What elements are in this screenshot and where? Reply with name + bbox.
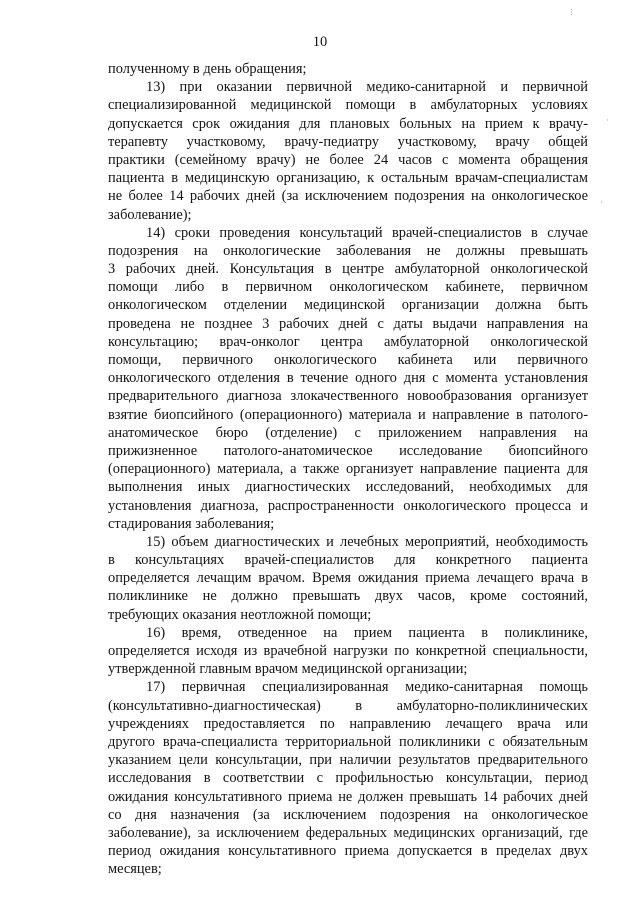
text-line: определяется исходя из врачебной нагрузки по конкретной специальности, (108, 643, 588, 659)
text-line: поликлинике не должно превышать двух часов, кроме состояний, (108, 588, 588, 605)
text-line: в консультациях врачей-специалистов для конкретного пациента (108, 552, 588, 569)
text-line: 15) объем диагностических и лечебных мероприятий, необходимость (146, 533, 588, 550)
text-line: 3 рабочих дней. Консультация в центре амбулаторной онкологической (108, 261, 588, 278)
text-line: не более 14 рабочих дней (за исключением подозрения на онкологическое (108, 188, 588, 205)
text-line: указанием цели консультации, при наличии результатов предварительного (108, 752, 588, 769)
scan-artifact-side: · (606, 115, 609, 125)
text-line: учреждениях предоставляется по направлению лечащего врача или (108, 715, 588, 732)
scan-artifact-middle: · (600, 197, 603, 207)
text-line: ожидания консультативного приема не должен превышать 14 рабочих дней (108, 788, 588, 805)
text-line: предварительного диагноза злокачественного новообразования организует (108, 388, 588, 405)
text-line: со дня назначения (за исключением подозрения на онкологическое (108, 806, 588, 823)
text-line: допускается срок ожидания для плановых больных на прием к врачу- (108, 115, 588, 132)
text-line: выполнения иных диагностических исследований, необходимых для (108, 479, 588, 496)
text-line: помощи, первичного онкологического кабинета или первичного (108, 352, 588, 368)
text-line: пациента в медицинскую организацию, к остальным врачам-специалистам (108, 170, 588, 187)
text-line: онкологического отделения в течение одного дня с момента установления (108, 370, 588, 387)
text-line: полученному в день обращения; (108, 61, 307, 77)
text-line: утвержденной главным врачом медицинской организации; (108, 661, 468, 678)
text-line: 14) сроки проведения консультаций врачей-специалистов в случае (146, 224, 588, 241)
text-line: проведена не позднее 3 рабочих дней с даты выдачи направления на (108, 315, 588, 332)
text-line: помощи либо в первичном онкологическом кабинете, первичном (108, 279, 588, 296)
text-line: 13) при оказании первичной медико-санитарной и первичной (146, 79, 588, 96)
text-line: требующих оказания неотложной помощи; (108, 606, 372, 623)
text-line: прижизненное патолого-анатомическое исследование биопсийного (108, 442, 588, 459)
text-line: подозрения на онкологические заболевания не должны превышать (108, 242, 588, 259)
text-line: установления диагноза, распространенности онкологического процесса и (108, 497, 588, 514)
document-body (108, 60, 588, 878)
text-line: (консультативно-диагностическая) в амбулаторно-поликлинических (108, 697, 588, 714)
scan-artifact-top: ⁝ (570, 7, 573, 17)
text-line: заболевание); (108, 206, 192, 223)
text-line: месяцев; (108, 861, 162, 878)
text-line: стадирования заболевания; (108, 515, 275, 532)
text-line: взятие биопсийного (операционного) материала и направление в патолого- (108, 406, 588, 423)
text-line: 16) время, отведенное на прием пациента в поликлинике, (146, 624, 588, 641)
text-line: определяется лечащим врачом. Время ожидания приема лечащего врача в (108, 570, 588, 587)
text-line: период ожидания консультативного приема допускается в пределах двух (108, 843, 588, 860)
text-line: практики (семейному врачу) не более 24 часов с момента обращения (108, 151, 588, 168)
text-line: (операционного) материала, а также организует направление пациента для (108, 461, 588, 478)
text-line: 17) первичная специализированная медико-санитарная помощь (146, 679, 588, 696)
text-line: онкологическом отделении медицинской организации должна быть (108, 297, 588, 314)
text-line: другого врача-специалиста территориальной поликлиники с обязательным (108, 733, 588, 750)
text-line: исследования в соответствии с профильностью консультации, период (108, 770, 588, 787)
text-line: анатомическое бюро (отделение) с приложением направления на (108, 424, 588, 441)
text-line: консультацию; врач-онколог центра амбулаторной онкологической (108, 333, 588, 350)
text-line: терапевту участковому, врачу-педиатру участковому, врачу общей (108, 133, 588, 150)
text-line: специализированной медицинской помощи в амбулаторных условиях (108, 97, 588, 114)
page-number: 10 (312, 34, 328, 50)
text-line: заболевание), за исключением федеральных медицинских организаций, где (108, 824, 588, 841)
